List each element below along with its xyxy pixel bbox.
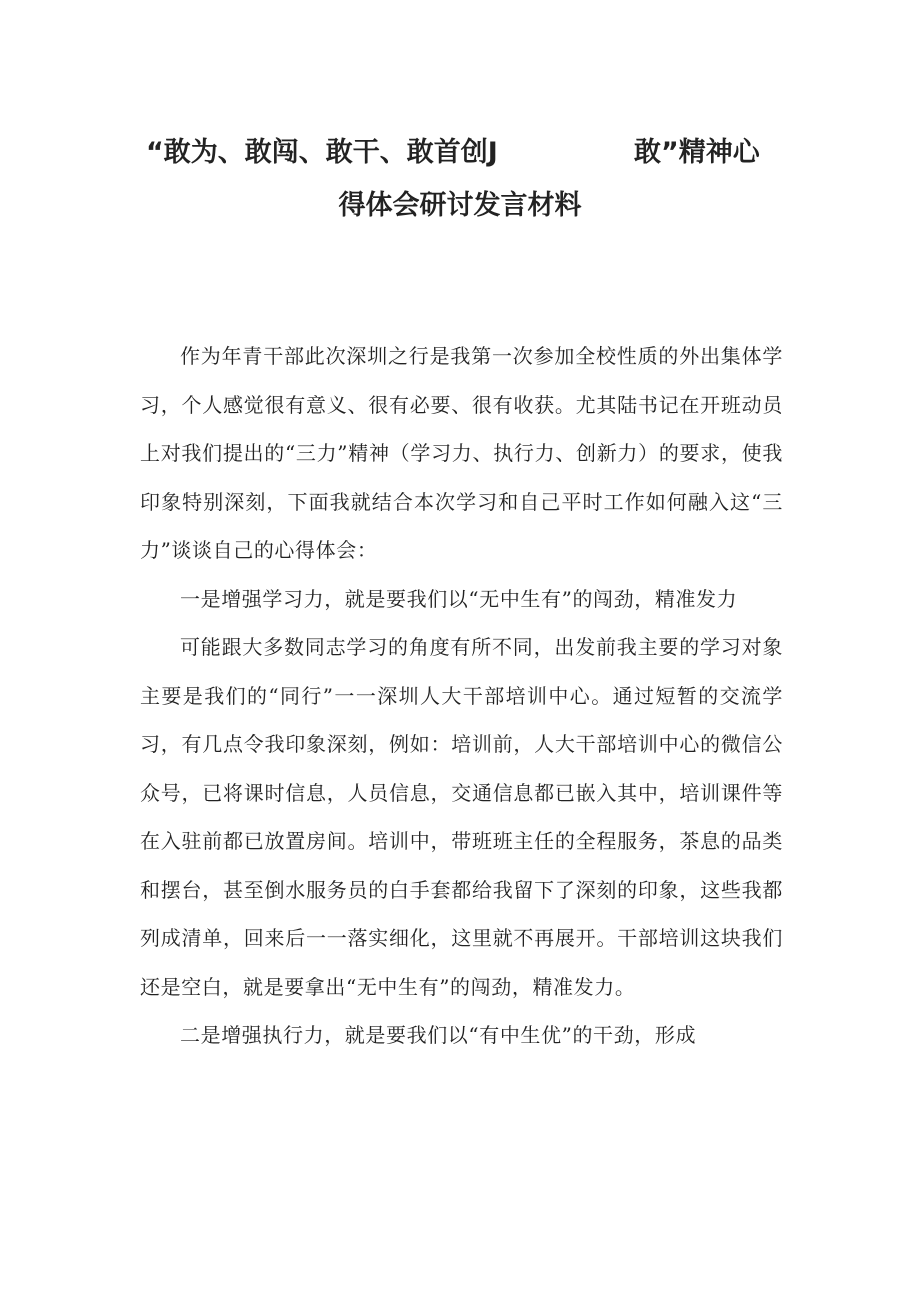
paragraph-section-2-heading: 二是增强执行力，就是要我们以“有中生优”的干劲，形成 [180,1023,697,1047]
document-title-line-1 [140,133,780,173]
paragraph-section-1-body: 可能跟大多数同志学习的角度有所不同，出发前我主要的学习对象主要是我们的“同行”一一深圳人大干部培训中心。通过短暂的交流学习，有几点令我印象深刻，例如：培训前，人大干部培训中心的微信公众号，已将课时信息，人员信息，交通信息都已嵌入其中，培训课件等在入驻前都已放置房间。培训中，带班班主任的全程服务，茶息的品类和摆台，甚至倒水服务员的白手套都给我留下了深刻的印象，这些我都列成清单，回来后一一落实细化，这里就不再展开。干部培训这块我们还是空白，就是要拿出“无中生有”的闯劲，精准发力。 [140,635,783,999]
document-title-part-1: “敢为、敢闯、敢干、敢首创J [146,137,498,168]
document-body [140,332,783,1060]
paragraph-section-1-heading: 一是增强学习力，就是要我们以“无中生有”的闯劲，精准发力 [180,586,738,611]
paragraph-intro: 作为年青干部此次深圳之行是我第一次参加全校性质的外出集体学习，个人感觉很有意义、很有必要、很有收获。尤其陆书记在开班动员上对我们提出的“三力”精神（学习力、执行力、创新力）的要求，使我印象特别深刻，下面我就结合本次学习和自己平时工作如何融入这“三力”谈谈自己的心得体会： [140,344,783,562]
document-title-part-2: 敢”精神心 [634,137,760,168]
document-title-line-2: 得体会研讨发言材料 [338,190,582,221]
